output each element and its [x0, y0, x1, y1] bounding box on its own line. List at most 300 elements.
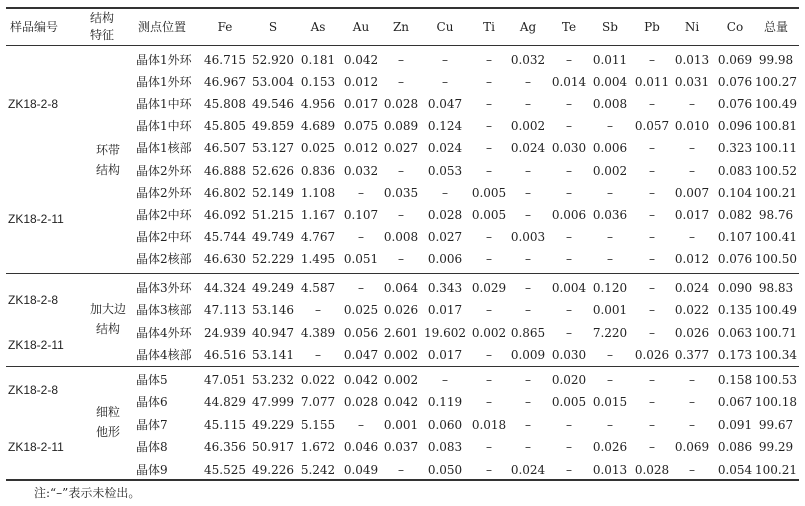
value-cell: 0.027: [427, 229, 463, 244]
value-cell: –: [566, 185, 572, 200]
value-cell: 0.067: [717, 395, 753, 410]
sample-id-label: ZK18-2-11: [8, 338, 64, 352]
value-cell: 49.229: [252, 417, 294, 432]
table-header-rule: [6, 45, 799, 46]
value-cell: 44.829: [204, 395, 246, 410]
value-cell: –: [398, 207, 404, 222]
value-cell: –: [649, 229, 655, 244]
value-cell: 0.086: [717, 440, 753, 455]
value-cell: 0.076: [717, 251, 753, 266]
value-cell: –: [315, 303, 321, 318]
value-cell: 0.083: [427, 440, 463, 455]
value-cell: 0.090: [717, 281, 753, 295]
value-cell: 0.008: [592, 97, 628, 112]
value-cell: 100.71: [755, 325, 797, 340]
value-cell: 0.028: [634, 462, 670, 477]
position-cell: 晶体8: [136, 440, 168, 455]
header-col-9: Te: [561, 20, 577, 34]
value-cell: –: [398, 53, 404, 67]
value-cell: –: [486, 251, 492, 266]
value-cell: 0.050: [427, 462, 463, 477]
value-cell: 45.808: [204, 97, 246, 112]
value-cell: –: [486, 395, 492, 410]
value-cell: 46.507: [204, 141, 246, 156]
value-cell: –: [689, 373, 695, 387]
value-cell: 52.626: [252, 163, 294, 178]
value-cell: 0.096: [717, 119, 753, 134]
header-col-8: Ag: [519, 20, 537, 34]
value-cell: 0.153: [300, 75, 336, 90]
value-cell: 24.939: [204, 325, 246, 340]
value-cell: 49.749: [252, 229, 294, 244]
value-cell: –: [315, 347, 321, 362]
value-cell: 5.155: [300, 417, 336, 432]
position-cell: 晶体1外环: [136, 75, 192, 90]
value-cell: 49.859: [252, 119, 294, 134]
value-cell: –: [649, 97, 655, 112]
value-cell: 0.010: [674, 119, 710, 134]
value-cell: 0.013: [592, 462, 628, 477]
value-cell: 0.012: [674, 251, 710, 266]
value-cell: 0.017: [674, 207, 710, 222]
value-cell: 46.715: [204, 53, 246, 67]
value-cell: 0.076: [717, 97, 753, 112]
sample-id-label: ZK18-2-8: [8, 293, 59, 307]
value-cell: 0.020: [551, 373, 587, 387]
value-cell: –: [566, 303, 572, 318]
value-cell: 0.002: [471, 325, 507, 340]
value-cell: 0.017: [427, 347, 463, 362]
value-cell: 0.030: [551, 347, 587, 362]
value-cell: 0.060: [427, 417, 463, 432]
position-cell: 晶体7: [136, 417, 168, 432]
value-cell: 0.007: [674, 185, 710, 200]
position-cell: 晶体4核部: [136, 347, 192, 362]
value-cell: –: [607, 417, 613, 432]
value-cell: 49.249: [252, 281, 294, 295]
value-cell: –: [566, 119, 572, 134]
value-cell: –: [649, 440, 655, 455]
value-cell: –: [486, 53, 492, 67]
value-cell: 5.242: [300, 462, 336, 477]
value-cell: 100.49: [755, 303, 797, 318]
value-cell: 0.069: [717, 53, 753, 67]
value-cell: 100.49: [755, 97, 797, 112]
value-cell: 0.008: [383, 229, 419, 244]
value-cell: 100.18: [755, 395, 797, 410]
value-cell: –: [486, 229, 492, 244]
value-cell: 0.013: [674, 53, 710, 67]
value-cell: –: [607, 229, 613, 244]
value-cell: –: [689, 141, 695, 156]
value-cell: 0.002: [510, 119, 546, 134]
value-cell: –: [358, 229, 364, 244]
sample-id-label: ZK18-2-11: [8, 212, 64, 226]
value-cell: 51.215: [252, 207, 294, 222]
value-cell: 1.672: [300, 440, 336, 455]
value-cell: –: [607, 119, 613, 134]
group-divider-2: [6, 366, 799, 367]
value-cell: –: [649, 281, 655, 295]
value-cell: 0.002: [383, 373, 419, 387]
value-cell: 0.053: [427, 163, 463, 178]
value-cell: 19.602: [424, 325, 466, 340]
value-cell: 0.056: [343, 325, 379, 340]
value-cell: –: [649, 325, 655, 340]
header-col-4: Au: [352, 20, 370, 34]
value-cell: 0.051: [343, 251, 379, 266]
value-cell: –: [486, 163, 492, 178]
value-cell: –: [649, 373, 655, 387]
sample-id-label: ZK18-2-11: [8, 440, 64, 454]
header-structure-2: 特征: [90, 28, 115, 42]
value-cell: 0.343: [427, 281, 463, 295]
value-cell: 0.119: [427, 395, 463, 410]
value-cell: 0.181: [300, 53, 336, 67]
value-cell: 0.018: [471, 417, 507, 432]
value-cell: –: [442, 53, 448, 67]
value-cell: –: [689, 417, 695, 432]
value-cell: 0.026: [383, 303, 419, 318]
value-cell: 1.167: [300, 207, 336, 222]
structure-group-label: 他形: [95, 425, 120, 439]
value-cell: 0.001: [592, 303, 628, 318]
value-cell: –: [649, 185, 655, 200]
value-cell: –: [525, 417, 531, 432]
value-cell: 0.002: [592, 163, 628, 178]
value-cell: –: [525, 185, 531, 200]
value-cell: 0.046: [343, 440, 379, 455]
value-cell: –: [358, 281, 364, 295]
header-sample-id: 样品编号: [10, 20, 59, 34]
value-cell: –: [607, 185, 613, 200]
value-cell: 4.767: [300, 229, 336, 244]
value-cell: –: [442, 373, 448, 387]
position-cell: 晶体1中环: [136, 97, 192, 112]
value-cell: –: [525, 207, 531, 222]
value-cell: 0.031: [674, 75, 710, 90]
value-cell: –: [358, 185, 364, 200]
value-cell: 0.015: [592, 395, 628, 410]
header-col-10: Sb: [602, 20, 618, 34]
value-cell: 0.063: [717, 325, 753, 340]
value-cell: 0.006: [551, 207, 587, 222]
value-cell: 0.014: [551, 75, 587, 90]
value-cell: 7.077: [300, 395, 336, 410]
value-cell: 1.495: [300, 251, 336, 266]
header-col-5: Zn: [392, 20, 410, 34]
value-cell: –: [649, 251, 655, 266]
value-cell: 46.356: [204, 440, 246, 455]
value-cell: 0.124: [427, 119, 463, 134]
value-cell: –: [486, 141, 492, 156]
structure-group-label: 结构: [95, 163, 120, 177]
value-cell: 0.076: [717, 75, 753, 90]
value-cell: 0.004: [551, 281, 587, 295]
value-cell: 0.037: [383, 440, 419, 455]
value-cell: 0.057: [634, 119, 670, 134]
value-cell: –: [486, 75, 492, 90]
value-cell: 0.135: [717, 303, 753, 318]
value-cell: –: [525, 281, 531, 295]
value-cell: 0.032: [510, 53, 546, 67]
value-cell: –: [525, 163, 531, 178]
value-cell: 100.81: [755, 119, 797, 134]
structure-group-label: 环带: [95, 143, 120, 157]
value-cell: –: [689, 229, 695, 244]
value-cell: 0.028: [383, 97, 419, 112]
value-cell: 0.091: [717, 417, 753, 432]
value-cell: –: [398, 75, 404, 90]
value-cell: 0.024: [674, 281, 710, 295]
value-cell: 0.017: [427, 303, 463, 318]
value-cell: 0.026: [592, 440, 628, 455]
value-cell: 4.956: [300, 97, 336, 112]
position-cell: 晶体4外环: [136, 325, 192, 340]
value-cell: 1.108: [300, 185, 336, 200]
value-cell: 53.232: [252, 373, 294, 387]
value-cell: –: [486, 440, 492, 455]
value-cell: 4.587: [300, 281, 336, 295]
header-col-12: Ni: [684, 20, 700, 34]
value-cell: 0.022: [300, 373, 336, 387]
value-cell: 99.98: [758, 53, 794, 67]
value-cell: –: [649, 395, 655, 410]
value-cell: –: [442, 185, 448, 200]
value-cell: –: [525, 440, 531, 455]
value-cell: 0.042: [343, 53, 379, 67]
structure-group-label: 细粒: [95, 405, 120, 419]
value-cell: 0.120: [592, 281, 628, 295]
value-cell: 0.323: [717, 141, 753, 156]
value-cell: –: [486, 462, 492, 477]
value-cell: –: [649, 53, 655, 67]
value-cell: 0.005: [471, 185, 507, 200]
value-cell: 45.805: [204, 119, 246, 134]
value-cell: –: [566, 97, 572, 112]
value-cell: 52.149: [252, 185, 294, 200]
value-cell: –: [398, 251, 404, 266]
value-cell: 53.146: [252, 303, 294, 318]
value-cell: 46.630: [204, 251, 246, 266]
value-cell: 50.917: [252, 440, 294, 455]
value-cell: 0.017: [343, 97, 379, 112]
value-cell: 0.173: [717, 347, 753, 362]
position-cell: 晶体1核部: [136, 141, 192, 156]
value-cell: 100.21: [755, 185, 797, 200]
value-cell: 100.34: [755, 347, 797, 362]
value-cell: 46.888: [204, 163, 246, 178]
position-cell: 晶体2外环: [136, 163, 192, 178]
value-cell: 49.226: [252, 462, 294, 477]
value-cell: –: [566, 462, 572, 477]
value-cell: –: [486, 97, 492, 112]
value-cell: 0.042: [383, 395, 419, 410]
value-cell: 53.141: [252, 347, 294, 362]
value-cell: –: [486, 373, 492, 387]
value-cell: 45.115: [204, 417, 246, 432]
position-cell: 晶体2外环: [136, 185, 192, 200]
value-cell: –: [649, 141, 655, 156]
value-cell: 0.025: [343, 303, 379, 318]
header-col-13: Co: [726, 20, 744, 34]
value-cell: –: [689, 462, 695, 477]
sample-id-label: ZK18-2-8: [8, 97, 59, 111]
value-cell: 0.035: [383, 185, 419, 200]
position-cell: 晶体2核部: [136, 251, 192, 266]
value-cell: 100.53: [755, 373, 797, 387]
position-cell: 晶体3核部: [136, 303, 192, 318]
value-cell: 0.107: [343, 207, 379, 222]
value-cell: –: [566, 440, 572, 455]
value-cell: 0.003: [510, 229, 546, 244]
position-cell: 晶体2中环: [136, 207, 192, 222]
position-cell: 晶体9: [136, 462, 168, 477]
value-cell: 4.689: [300, 119, 336, 134]
value-cell: 99.29: [758, 440, 794, 455]
value-cell: 0.047: [343, 347, 379, 362]
value-cell: –: [525, 373, 531, 387]
value-cell: 100.41: [755, 229, 797, 244]
value-cell: –: [566, 251, 572, 266]
value-cell: –: [525, 395, 531, 410]
value-cell: 0.049: [343, 462, 379, 477]
value-cell: –: [486, 303, 492, 318]
value-cell: –: [566, 325, 572, 340]
value-cell: 0.004: [592, 75, 628, 90]
value-cell: –: [607, 373, 613, 387]
value-cell: 0.107: [717, 229, 753, 244]
value-cell: 45.525: [204, 462, 246, 477]
value-cell: 100.21: [755, 462, 797, 477]
value-cell: 0.026: [634, 347, 670, 362]
value-cell: 100.27: [755, 75, 797, 90]
value-cell: –: [566, 163, 572, 178]
value-cell: 7.220: [592, 325, 628, 340]
value-cell: 0.064: [383, 281, 419, 295]
value-cell: 0.032: [343, 163, 379, 178]
value-cell: –: [649, 207, 655, 222]
group-divider-1: [6, 273, 799, 274]
value-cell: –: [566, 417, 572, 432]
value-cell: 0.029: [471, 281, 507, 295]
value-cell: 0.083: [717, 163, 753, 178]
value-cell: –: [649, 417, 655, 432]
value-cell: 100.50: [755, 251, 797, 266]
header-col-14: 总量: [763, 20, 788, 34]
value-cell: 0.005: [471, 207, 507, 222]
value-cell: 4.389: [300, 325, 336, 340]
table-note: 注:“–”表示未检出。: [34, 486, 141, 500]
value-cell: 47.999: [252, 395, 294, 410]
value-cell: –: [525, 251, 531, 266]
value-cell: 0.011: [634, 75, 670, 90]
structure-group-label: 加大边: [89, 302, 126, 316]
table-top-rule: [6, 7, 799, 9]
value-cell: 0.026: [674, 325, 710, 340]
value-cell: –: [607, 251, 613, 266]
position-cell: 晶体2中环: [136, 229, 192, 244]
position-cell: 晶体3外环: [136, 281, 192, 295]
sample-id-label: ZK18-2-8: [8, 383, 59, 397]
value-cell: –: [607, 347, 613, 362]
value-cell: 0.012: [343, 75, 379, 90]
header-structure: 结构: [90, 11, 115, 25]
value-cell: 0.024: [427, 141, 463, 156]
value-cell: –: [649, 303, 655, 318]
value-cell: 44.324: [204, 281, 246, 295]
value-cell: –: [689, 97, 695, 112]
value-cell: 0.024: [510, 141, 546, 156]
value-cell: 0.022: [674, 303, 710, 318]
value-cell: 46.802: [204, 185, 246, 200]
value-cell: 0.089: [383, 119, 419, 134]
value-cell: 98.76: [758, 207, 794, 222]
value-cell: –: [689, 163, 695, 178]
value-cell: –: [398, 462, 404, 477]
value-cell: 0.082: [717, 207, 753, 222]
value-cell: 0.028: [427, 207, 463, 222]
value-cell: –: [486, 347, 492, 362]
value-cell: 40.947: [252, 325, 294, 340]
value-cell: 0.104: [717, 185, 753, 200]
value-cell: 0.054: [717, 462, 753, 477]
value-cell: 0.036: [592, 207, 628, 222]
value-cell: 0.027: [383, 141, 419, 156]
value-cell: 52.229: [252, 251, 294, 266]
header-position: 测点位置: [138, 20, 187, 34]
value-cell: 47.051: [204, 373, 246, 387]
position-cell: 晶体1外环: [136, 53, 192, 67]
value-cell: –: [398, 163, 404, 178]
value-cell: 0.075: [343, 119, 379, 134]
value-cell: 0.002: [383, 347, 419, 362]
value-cell: –: [649, 163, 655, 178]
header-col-6: Cu: [436, 20, 454, 34]
value-cell: 45.744: [204, 229, 246, 244]
value-cell: 0.025: [300, 141, 336, 156]
value-cell: 46.092: [204, 207, 246, 222]
position-cell: 晶体1中环: [136, 119, 192, 134]
value-cell: 49.546: [252, 97, 294, 112]
header-col-1: Fe: [217, 20, 233, 34]
table-bottom-rule: [6, 479, 799, 481]
value-cell: 0.024: [510, 462, 546, 477]
position-cell: 晶体5: [136, 373, 168, 387]
value-cell: 46.516: [204, 347, 246, 362]
header-col-2: S: [268, 20, 278, 34]
value-cell: 100.52: [755, 163, 797, 178]
value-cell: 0.030: [551, 141, 587, 156]
value-cell: 53.127: [252, 141, 294, 156]
value-cell: –: [442, 75, 448, 90]
value-cell: 0.028: [343, 395, 379, 410]
value-cell: 0.042: [343, 373, 379, 387]
value-cell: 53.004: [252, 75, 294, 90]
value-cell: 0.001: [383, 417, 419, 432]
value-cell: –: [689, 395, 695, 410]
value-cell: 0.009: [510, 347, 546, 362]
value-cell: 0.836: [300, 163, 336, 178]
value-cell: 0.005: [551, 395, 587, 410]
value-cell: 0.006: [427, 251, 463, 266]
value-cell: –: [525, 97, 531, 112]
value-cell: 0.069: [674, 440, 710, 455]
header-col-7: Ti: [483, 20, 495, 34]
value-cell: 52.920: [252, 53, 294, 67]
value-cell: 0.377: [674, 347, 710, 362]
value-cell: 0.006: [592, 141, 628, 156]
